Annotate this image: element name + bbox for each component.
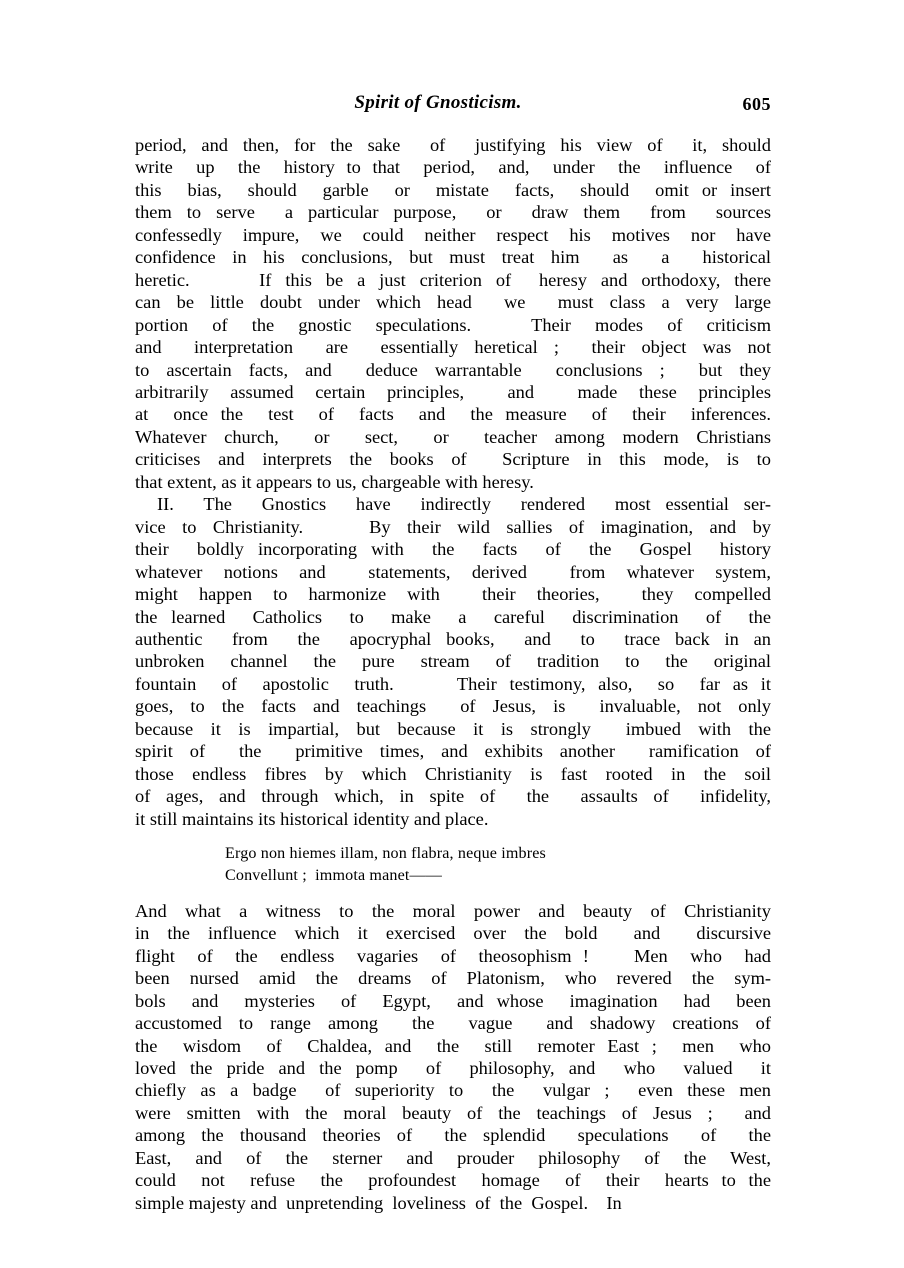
text-line: those endless fibres by which Christianity is fast rooted in the soil — [135, 763, 771, 784]
text-line: at once the test of facts and the measure of their inferences. — [135, 404, 771, 425]
latin-quotation — [135, 843, 771, 888]
text-line: confidence in his conclusions, but must treat him as a historical — [135, 247, 771, 268]
text-line: fountain of apostolic truth. Their testimony, also, so far as it — [135, 673, 771, 694]
text-line: Whatever church, or sect, or teacher among modern Christians — [135, 426, 771, 447]
text-line: bols and mysteries of Egypt, and whose imagination had been — [135, 990, 771, 1011]
text-line: authentic from the apocryphal books, and to trace back in an — [135, 628, 771, 649]
text-line: them to serve a particular purpose, or draw them from sources — [135, 202, 771, 223]
text-line: been nursed amid the dreams of Platonism, who revered the sym- — [135, 968, 771, 989]
text-line: that extent, as it appears to us, chargeable with heresy. — [135, 471, 534, 492]
text-line: vice to Christianity. By their wild sallies of imagination, and by — [135, 516, 771, 537]
page-number: 605 — [742, 94, 771, 114]
text-line: simple majesty and unpretending loveliness of the Gospel. In — [135, 1192, 622, 1213]
text-line: because it is impartial, but because it is strongly imbued with the — [135, 718, 771, 739]
text-line: whatever notions and statements, derived from whatever system, — [135, 561, 771, 582]
text-line: in the influence which it exercised over the bold and discursive — [135, 923, 771, 944]
text-line: to ascertain facts, and deduce warrantable conclusions ; but they — [135, 359, 771, 380]
text-line: of ages, and through which, in spite of the assaults of infidelity, — [135, 786, 771, 807]
running-head — [135, 92, 771, 126]
text-line: goes, to the facts and teachings of Jesus, is invaluable, not only — [135, 696, 771, 717]
text-line: heretic. If this be a just criterion of heresy and orthodoxy, there — [135, 269, 771, 290]
paragraph-1 — [135, 134, 771, 493]
text-line: spirit of the primitive times, and exhibits another ramification of — [135, 741, 771, 762]
text-line: loved the pride and the pomp of philosophy, and who valued it — [135, 1058, 771, 1079]
text-line: this bias, should garble or mistate facts, should omit or insert — [135, 179, 771, 200]
text-line: arbitrarily assumed certain principles, and made these principles — [135, 381, 771, 402]
text-line: write up the history to that period, and, under the influence of — [135, 157, 771, 178]
text-line: can be little doubt under which head we must class a very large — [135, 292, 771, 313]
text-line: confessedly impure, we could neither respect his motives nor have — [135, 224, 771, 245]
text-line: could not refuse the profoundest homage of their hearts to the — [135, 1170, 771, 1191]
running-head-title: Spirit of Gnosticism. — [354, 92, 522, 113]
text-line: portion of the gnostic speculations. Their modes of criticism — [135, 314, 771, 335]
text-line: period, and then, for the sake of justifying his view of it, should — [135, 135, 771, 155]
text-line: among the thousand theories of the splendid speculations of the — [135, 1125, 771, 1146]
text-line: were smitten with the moral beauty of the teachings of Jesus ; and — [135, 1102, 771, 1123]
page-content — [135, 92, 771, 1214]
verse-line: Ergo non hiemes illam, non flabra, neque imbres — [225, 845, 546, 863]
text-line: the wisdom of Chaldea, and the still remoter East ; men who — [135, 1035, 771, 1056]
text-line: And what a witness to the moral power and beauty of Christianity — [135, 900, 771, 921]
text-line: and interpretation are essentially heretical ; their object was not — [135, 337, 771, 358]
text-line: criticises and interprets the books of Scripture in this mode, is to — [135, 449, 771, 470]
text-line: flight of the endless vagaries of theosophism ! Men who had — [135, 945, 771, 966]
text-line: their boldly incorporating with the facts of the Gospel history — [135, 539, 771, 560]
text-line: chiefly as a badge of superiority to the vulgar ; even these men — [135, 1080, 771, 1101]
verse-line: Convellunt ; immota manet—— — [225, 867, 442, 885]
text-line: II. The Gnostics have indirectly rendered most essential ser- — [157, 494, 771, 515]
paragraph-3 — [135, 900, 771, 1214]
text-line: East, and of the sterner and prouder philosophy of the West, — [135, 1147, 771, 1168]
text-line: it still maintains its historical identity and place. — [135, 808, 489, 829]
text-line: might happen to harmonize with their theories, they compelled — [135, 584, 771, 605]
text-line: the learned Catholics to make a careful discrimination of the — [135, 606, 771, 627]
text-line: unbroken channel the pure stream of tradition to the original — [135, 651, 771, 672]
text-line: accustomed to range among the vague and shadowy creations of — [135, 1013, 771, 1034]
paragraph-2 — [135, 493, 771, 830]
